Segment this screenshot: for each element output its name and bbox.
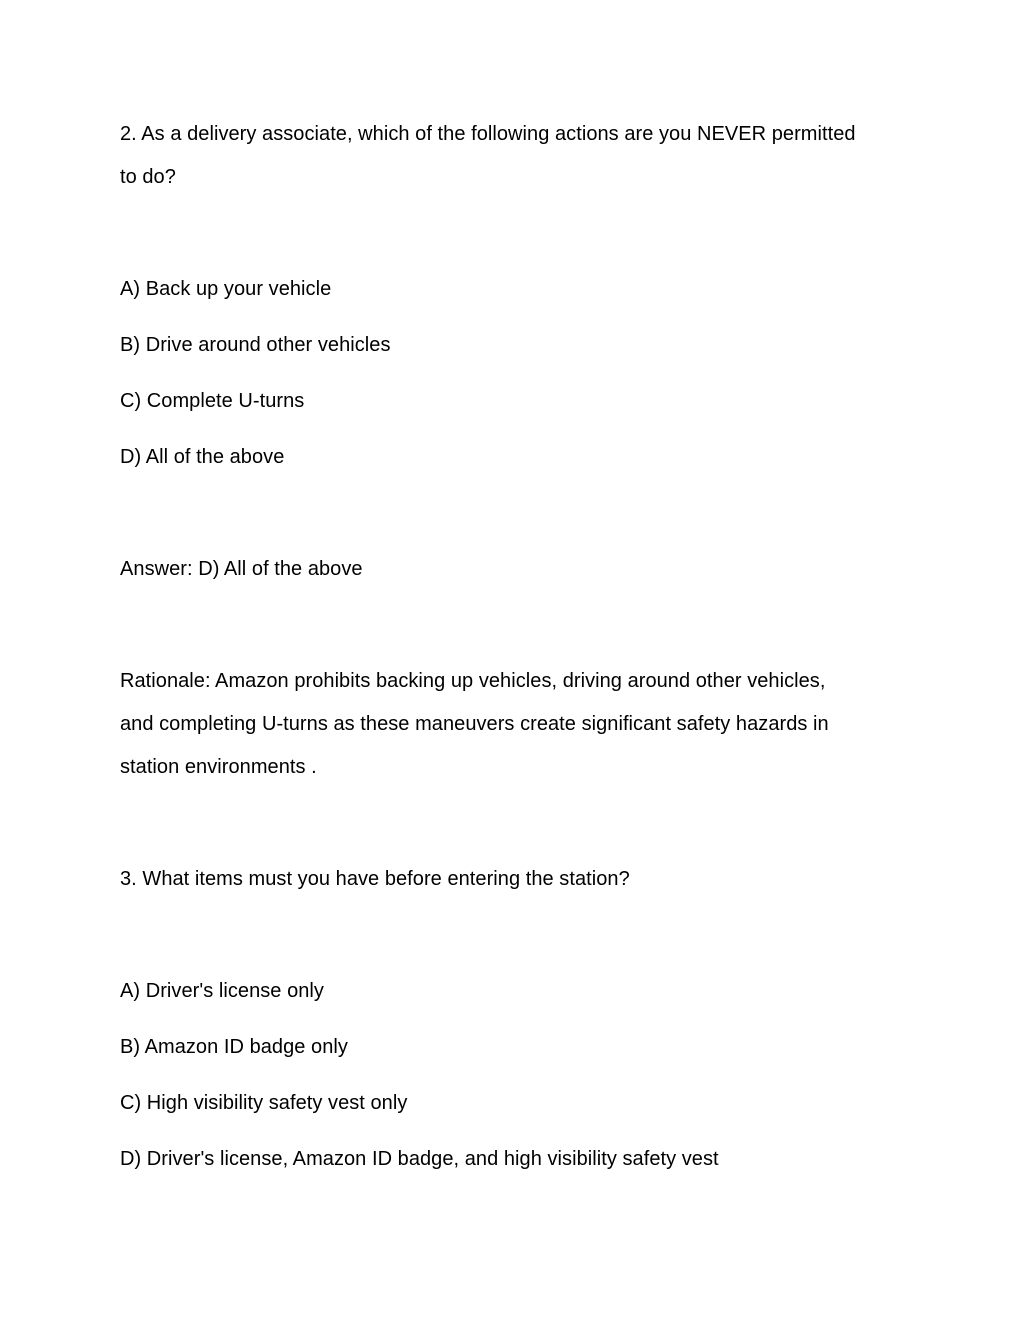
question-3-option-d: D) Driver's license, Amazon ID badge, and high visibility safety vest xyxy=(120,1148,719,1170)
question-2-answer: Answer: D) All of the above xyxy=(120,558,363,580)
question-2-rationale-line-1: Rationale: Amazon prohibits backing up vehicles, driving around other vehicles, xyxy=(120,670,826,692)
question-2-option-a: A) Back up your vehicle xyxy=(120,278,332,300)
question-2-option-c: C) Complete U-turns xyxy=(120,390,305,412)
question-2-prompt-line-2: to do? xyxy=(120,166,176,188)
question-2-rationale-line-2: and completing U-turns as these maneuvers create significant safety hazards in xyxy=(120,713,829,735)
question-2-prompt-line-1: 2. As a delivery associate, which of the following actions are you NEVER permitted xyxy=(120,123,856,145)
question-3-option-a: A) Driver's license only xyxy=(120,980,324,1002)
question-3-prompt: 3. What items must you have before entering the station? xyxy=(120,868,630,890)
question-3-option-c: C) High visibility safety vest only xyxy=(120,1092,408,1114)
question-2-option-b: B) Drive around other vehicles xyxy=(120,334,391,356)
question-2-rationale-line-3: station environments . xyxy=(120,756,317,778)
question-2-option-d: D) All of the above xyxy=(120,446,285,468)
question-3-option-b: B) Amazon ID badge only xyxy=(120,1036,348,1058)
